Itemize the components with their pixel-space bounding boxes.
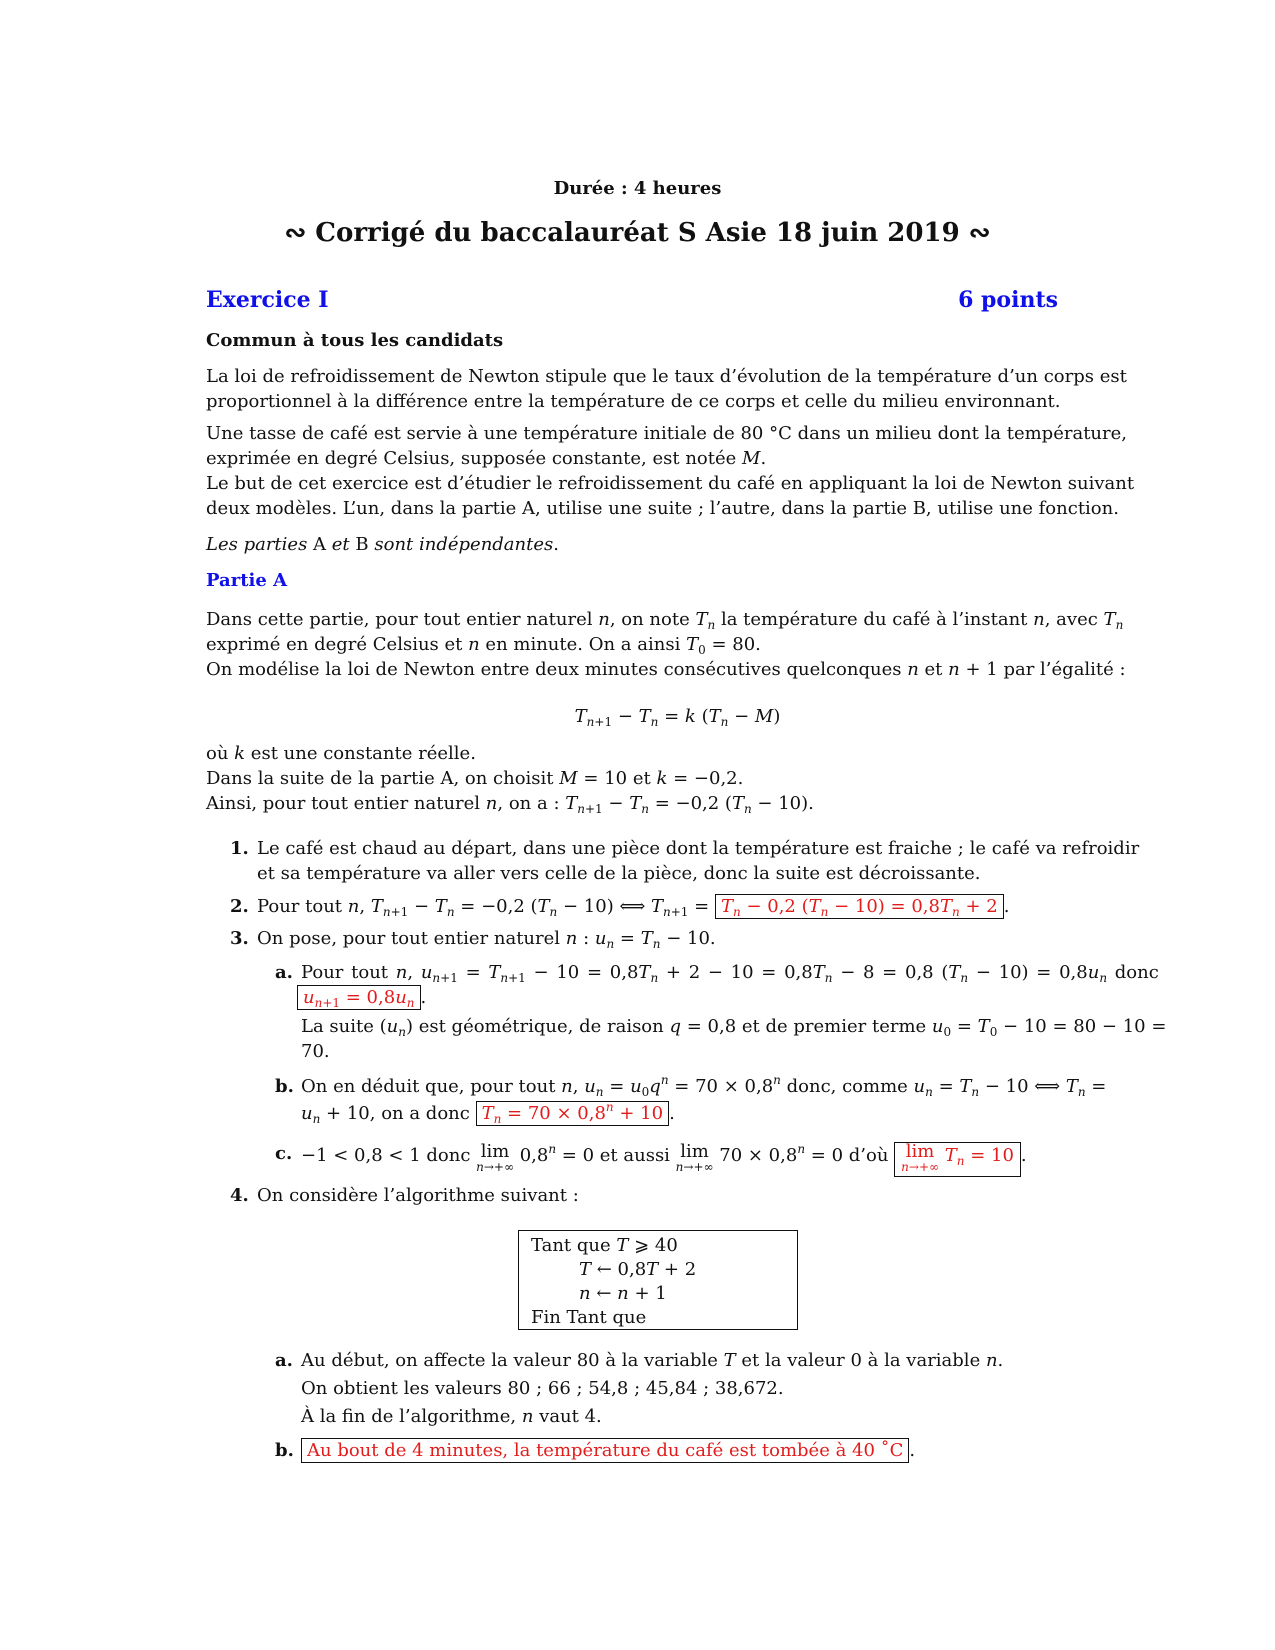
answer-line: et sa température va aller vers celle de la pièce, donc la suite est décroissante. <box>257 863 981 884</box>
answer-line: Au début, on affecte la valeur 80 à la variable T et la valeur 0 à la variable n. <box>301 1350 1004 1371</box>
intro-line: deux modèles. L’un, dans la partie A, utilise une suite ; l’autre, dans la partie B, utilise une fonction. <box>206 498 1119 519</box>
part-a-line: On modélise la loi de Newton entre deux minutes consécutives quelconques n et n + 1 par l’égalité : <box>206 659 1126 680</box>
part-a-line: exprimé en degré Celsius et n en minute. On a ainsi $T_0 = 80$. <box>206 634 761 657</box>
answer-line: On en déduit que, pour tout n, $u_n = u_0q^n = 70 \times 0,8^n$ donc, comme $u_n = T_n - 10$ ⟺ $T_n$ = <box>301 1073 1107 1099</box>
intro-line: exprimée en degré Celsius, supposée constante, est notée M. <box>206 448 767 469</box>
answer-line: La suite $(u_n)$ est géométrique, de raison q = 0,8 et de premier terme $u_0 = T_0 - 10 = 80 - 10$ = <box>301 1016 1167 1039</box>
title-text: Corrigé du baccalauréat S Asie 18 juin 2019 <box>315 218 960 248</box>
highlight-box: $T_n = 70 \times 0,8^n + 10$ <box>476 1101 670 1126</box>
sub-question-label: c. <box>275 1143 293 1164</box>
answer-line: On pose, pour tout entier naturel n : $u_n = T_n - 10$. <box>257 928 716 951</box>
algorithm-box <box>518 1230 798 1330</box>
answer-line: $u_n + 10$, on a donc $T_n = 70 \times 0,8^n + 10$ . <box>301 1100 675 1126</box>
answer-line: Au bout de 4 minutes, la température du café est tombée à 40 ˚C . <box>301 1440 915 1461</box>
algorithm-line: Tant que T ⩾ 40 <box>531 1235 678 1256</box>
intro-line: proportionnel à la différence entre la température de ce corps et celle du milieu environnant. <box>206 391 1061 412</box>
part-a-line: Ainsi, pour tout entier naturel n, on a : $T_{n+1} - T_n = -0,2$ $(T_n - 10)$. <box>206 793 814 816</box>
answer-line: $u_{n+1} = 0,8u_n$ . <box>297 987 426 1008</box>
answer-line: On obtient les valeurs 80 ; 66 ; 54,8 ; 45,84 ; 38,672. <box>301 1378 784 1399</box>
exercise-title: Exercice I <box>206 287 329 313</box>
ornament-left-icon: ∾ <box>284 218 307 248</box>
answer-line: Pour tout n, $u_{n+1} = T_{n+1} - 10 = 0,8T_n + 2 - 10 = 0,8T_n - 8 = 0,8$ $(T_n - 10) = 0,8u_n$ donc <box>301 962 1159 985</box>
answer-line: 70. <box>301 1041 330 1062</box>
part-a-heading: Partie A <box>206 570 288 591</box>
intro-line: La loi de refroidissement de Newton stipule que le taux d’évolution de la température d’un corps est <box>206 366 1127 387</box>
answer-line: Le café est chaud au départ, dans une pièce dont la température est fraiche ; le café va refroidir <box>257 838 1140 859</box>
highlight-box: Au bout de 4 minutes, la température du café est tombée à 40 ˚C <box>301 1438 909 1463</box>
algorithm-line: n ← n + 1 <box>579 1283 667 1304</box>
highlight-box: $u_{n+1} = 0,8u_n$ <box>297 985 421 1010</box>
sub-question-label: a. <box>275 962 293 983</box>
intro-line: Le but de cet exercice est d’étudier le refroidissement du café en appliquant la loi de Newton suivant <box>206 473 1135 494</box>
page-title <box>0 218 1275 248</box>
newton-equation: $T_{n+1} - T_n = k$ $(T_n - M)$ <box>574 706 781 729</box>
highlight-box: lim n→+∞ $T_n = 10$ <box>894 1142 1021 1177</box>
duration: Durée : 4 heures <box>553 178 722 199</box>
sub-question-label: a. <box>275 1350 293 1371</box>
part-a-line: Dans cette partie, pour tout entier naturel n, on note $T_n$ la température du café à l’instant n, avec $T_n$ <box>206 609 1124 632</box>
answer-line: Pour tout n, $T_{n+1} - T_n = -0,2$ $(T_n - 10)$ ⟺ $T_{n+1} = T_n - 0,2$ $(T_n - 10) = 0,8T_n + 2$ . <box>257 896 1010 919</box>
question-number: 4. <box>230 1185 249 1206</box>
ornament-right-icon: ∾ <box>968 218 991 248</box>
part-a-line: Dans la suite de la partie A, on choisit M = 10 et k = −0,2. <box>206 768 744 789</box>
sub-question-label: b. <box>275 1440 294 1461</box>
answer-line: À la fin de l’algorithme, n vaut 4. <box>301 1406 602 1427</box>
exercise-audience: Commun à tous les candidats <box>206 330 504 351</box>
independence-note: Les parties A et B sont indépendantes. <box>206 534 559 555</box>
exercise-points: 6 points <box>958 287 1058 313</box>
question-number: 1. <box>230 838 249 859</box>
limit-operator: lim n→+∞ <box>476 1141 514 1174</box>
question-number: 2. <box>230 896 249 917</box>
limit-operator: lim n→+∞ <box>675 1141 714 1174</box>
question-number: 3. <box>230 928 249 949</box>
part-a-line: où k est une constante réelle. <box>206 743 476 764</box>
answer-line: On considère l’algorithme suivant : <box>257 1185 579 1206</box>
answer-line: −1 < 0,8 < 1 donc lim n→+∞ $0,8^n = 0$ et aussi lim n→+∞ $70 \times 0,8^n = 0$ d’où lim n→+∞ $T_n = 10$ . <box>301 1143 1027 1173</box>
highlight-box: $T_n - 0,2$ $(T_n - 10) = 0,8T_n + 2$ <box>715 894 1004 919</box>
algorithm-line: T ← 0,8T + 2 <box>579 1259 697 1280</box>
intro-line: Une tasse de café est servie à une température initiale de 80 °C dans un milieu dont la température, <box>206 423 1127 444</box>
algorithm-line: Fin Tant que <box>531 1307 647 1328</box>
sub-question-label: b. <box>275 1076 294 1097</box>
